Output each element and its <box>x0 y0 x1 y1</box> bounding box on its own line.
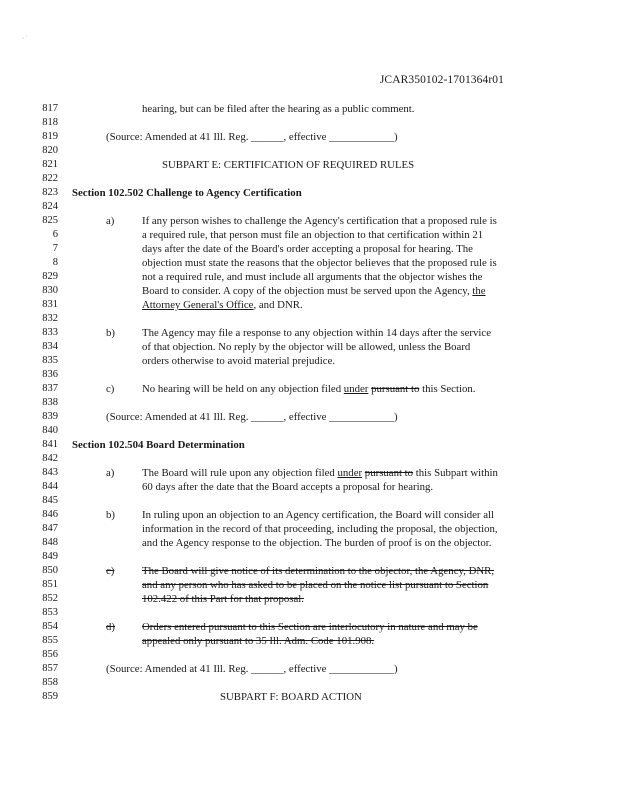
paragraph-a-line: not a required rule, and must include all arguments that the objector wishes the <box>142 271 483 283</box>
board-paragraph-c-line-deleted: The Board will give notice of its determination to the objector, the Agency, DNR, <box>142 565 495 577</box>
text-run: , and DNR. <box>253 299 303 311</box>
source-note-839: (Source: Amended at 41 Ill. Reg. ______, effective ____________) <box>106 411 398 423</box>
line-number: 848 <box>42 537 58 548</box>
board-paragraph-d-label: d) <box>106 621 115 633</box>
board-paragraph-b-line: In ruling upon an objection to an Agency certification, the Board will consider all <box>142 509 495 521</box>
board-paragraph-d-line-deleted: appealed only pursuant to 35 Ill. Adm. Code 101.908. <box>142 635 375 647</box>
line-number: 7 <box>52 243 58 254</box>
paragraph-b-line: of that objection. No reply by the objector will be allowed, unless the Board <box>142 341 471 353</box>
board-paragraph-b-line: and the Agency response to the objection. The burden of proof is on the objector. <box>142 537 492 549</box>
line-number: 859 <box>42 691 58 702</box>
line-number: 836 <box>42 369 58 380</box>
line-number: 847 <box>42 523 58 534</box>
line-number: 854 <box>42 621 58 632</box>
inserted-text: under <box>337 467 363 479</box>
line-number: 835 <box>42 355 58 366</box>
line-number: 845 <box>42 495 58 506</box>
line-number: 821 <box>42 159 58 170</box>
inserted-text: Attorney General's Office <box>142 299 254 311</box>
line-number: 823 <box>42 187 58 198</box>
paragraph-a-line: a required rule, that person must file an objection to that certification within 21 <box>142 229 484 241</box>
line-number: 818 <box>42 117 58 128</box>
line-number: 825 <box>42 215 58 226</box>
line-number: 853 <box>42 607 58 618</box>
line-number: 852 <box>42 593 58 604</box>
inserted-text: under <box>343 383 369 395</box>
line-number: 8 <box>52 257 58 268</box>
source-note-819: (Source: Amended at 41 Ill. Reg. ______, effective ____________) <box>106 131 398 143</box>
board-paragraph-b-line: information in the record of that proceeding, including the proposal, the objection, <box>142 523 498 535</box>
text-run: this Section. <box>419 383 476 395</box>
paragraph-c-label: c) <box>106 383 115 395</box>
line-number: 839 <box>42 411 58 422</box>
paragraph-b-label: b) <box>106 327 115 339</box>
line-number: 841 <box>42 439 58 450</box>
line-number: 858 <box>42 677 58 688</box>
board-paragraph-c-line-deleted: 102.422 of this Part for that proposal. <box>142 593 304 605</box>
paragraph-a-line: If any person wishes to challenge the Agency's certification that a proposed rule is <box>142 215 497 227</box>
text-run: No hearing will be held on any objection filed <box>142 383 344 395</box>
line-number: 832 <box>42 313 58 324</box>
board-paragraph-a-label: a) <box>106 467 115 479</box>
board-paragraph-c-line-deleted: and any person who has asked to be placed on the notice list pursuant to Section <box>142 579 489 591</box>
line-number: 849 <box>42 551 58 562</box>
paragraph-b-line: orders otherwise to avoid material prejudice. <box>142 355 336 367</box>
line-number: 842 <box>42 453 58 464</box>
line-number: 856 <box>42 649 58 660</box>
line-number: 851 <box>42 579 58 590</box>
line-number: 6 <box>52 229 58 240</box>
text-run: The Board will rule upon any objection filed <box>142 467 338 479</box>
line-number: 822 <box>42 173 58 184</box>
board-paragraph-d-line-deleted: Orders entered pursuant to this Section are interlocutory in nature and may be <box>142 621 478 633</box>
source-note-857: (Source: Amended at 41 Ill. Reg. ______, effective ____________) <box>106 663 398 675</box>
deleted-text: pursuant to <box>371 383 420 395</box>
board-paragraph-c-label: c) <box>106 565 115 577</box>
line-number: 824 <box>42 201 58 212</box>
board-paragraph-a-line: 60 days after the date that the Board accepts a proposal for hearing. <box>142 481 434 493</box>
subpart-f-heading: SUBPART F: BOARD ACTION <box>220 691 362 703</box>
scan-mark: ‚ · <box>22 34 28 40</box>
line-number: 855 <box>42 635 58 646</box>
subpart-e-heading: SUBPART E: CERTIFICATION OF REQUIRED RULES <box>162 159 415 171</box>
paragraph-a-line: objection must state the reasons that the objector believes that the proposed rule is <box>142 257 497 269</box>
deleted-text: pursuant to <box>364 467 414 479</box>
line-number: 819 <box>42 131 58 142</box>
paragraph-a-line: days after the date of the Board's order accepting a proposal for hearing. The <box>142 243 473 255</box>
paragraph-b-line: The Agency may file a response to any objection within 14 days after the service <box>142 327 491 339</box>
paragraph-a-label: a) <box>106 215 115 227</box>
line-number: 817 <box>42 103 58 114</box>
line-number: 844 <box>42 481 58 492</box>
text-line-817: hearing, but can be filed after the hearing as a public comment. <box>142 103 415 115</box>
line-number: 831 <box>42 299 58 310</box>
line-number: 820 <box>42 145 58 156</box>
text-run: this Subpart within <box>413 467 498 479</box>
line-number: 833 <box>42 327 58 338</box>
line-number: 850 <box>42 565 58 576</box>
board-paragraph-b-label: b) <box>106 509 115 521</box>
section-102-504-heading: Section 102.504 Board Determination <box>72 439 245 451</box>
line-number: 834 <box>42 341 58 352</box>
text-run: Board to consider. A copy of the objection must be served upon the Agency, <box>142 285 470 297</box>
section-102-502-heading: Section 102.502 Challenge to Agency Certification <box>72 187 302 199</box>
line-number: 838 <box>42 397 58 408</box>
board-paragraph-a-line <box>142 466 498 481</box>
line-number: 843 <box>42 467 58 478</box>
paragraph-a-line-7 <box>142 298 303 313</box>
line-number: 829 <box>42 271 58 282</box>
line-number: 830 <box>42 285 58 296</box>
line-number: 837 <box>42 383 58 394</box>
paragraph-c-line <box>142 382 475 397</box>
line-number: 857 <box>42 663 58 674</box>
document-id-header: JCAR350102-1701364r01 <box>379 74 504 86</box>
line-number: 840 <box>42 425 58 436</box>
line-number: 846 <box>42 509 58 520</box>
paragraph-a-line-6 <box>142 284 486 299</box>
inserted-text: the <box>472 285 486 297</box>
